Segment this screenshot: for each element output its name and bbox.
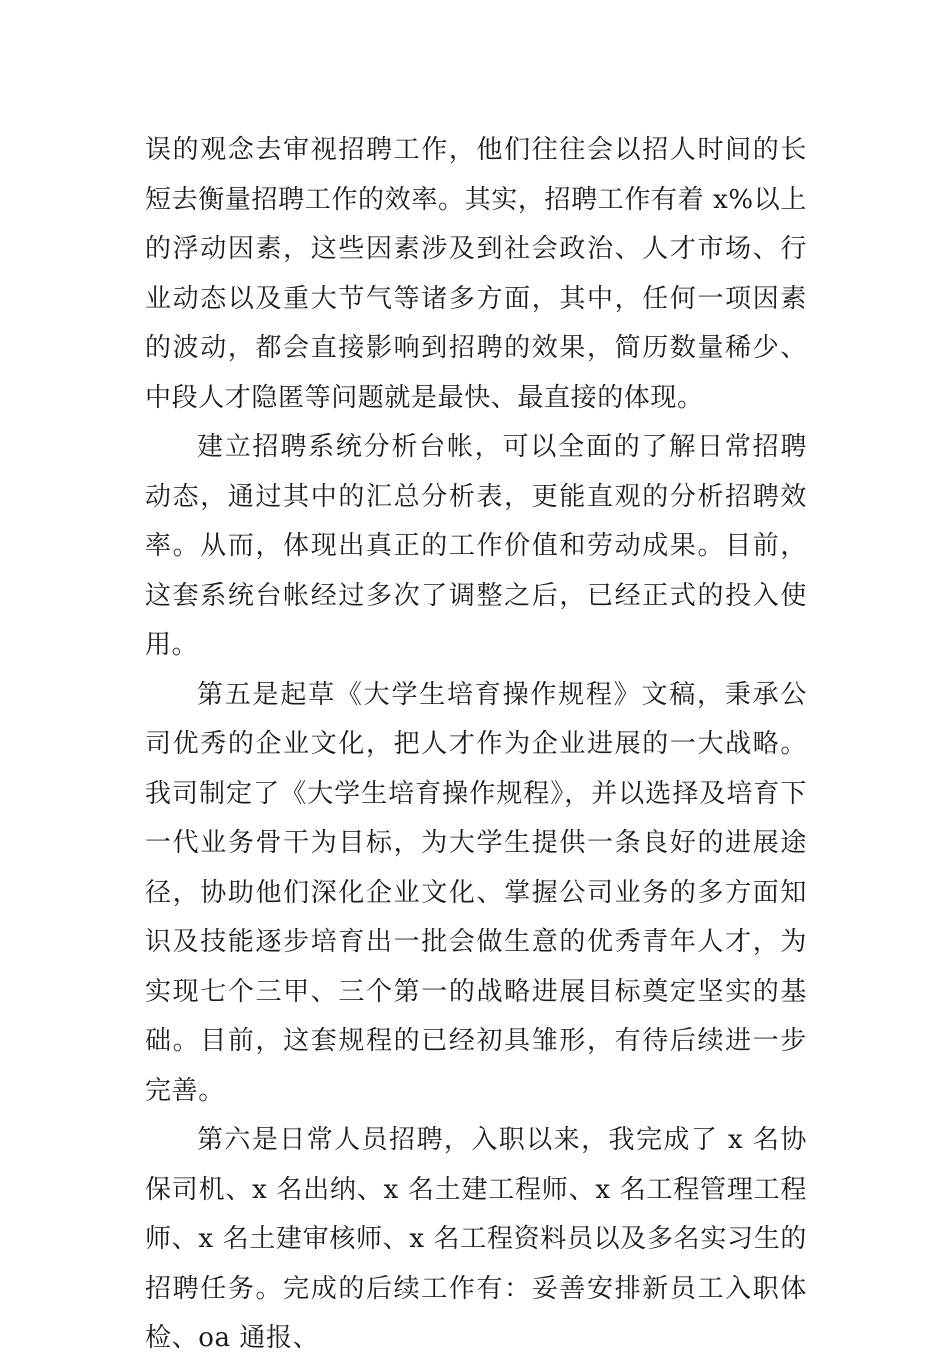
paragraph-1: 误的观念去审视招聘工作，他们往往会以招人时间的长短去衡量招聘工作的效率。其实，招聘工作有着 x%以上的浮动因素，这些因素涉及到社会政治、人才市场、行业动态以及重大节气等诸多方面，其中，任何一项因素的波动，都会直接影响到招聘的效果，简历数量稀少、中段人才隐匿等问题就是最快、最直接的体现。 xyxy=(145,135,807,413)
paragraph-3: 第五是起草《大学生培育操作规程》文稿，秉承公司优秀的企业文化，把人才作为企业进展的一大战略。我司制定了《大学生培育操作规程》，并以选择及培育下一代业务骨干为目标，为大学生提供一条良好的进展途径，协助他们深化企业文化、掌握公司业务的多方面知识及技能逐步培育出一批会做生意的优秀青年人才，为实现七个三甲、三个第一的战略进展目标奠定坚实的基础。目前，这套规程的已经初具雏形，有待后续进一步完善。 xyxy=(145,679,807,1106)
document-body xyxy=(145,126,807,1364)
paragraph-4: 第六是日常人员招聘，入职以来，我完成了 x 名协保司机、x 名出纳、x 名土建工程师、x 名工程管理工程师、x 名土建审核师、x 名工程资料员以及多名实习生的招聘任务。完成的后续工作有：妥善安排新员工入职体检、oa 通报、 xyxy=(145,1125,807,1353)
paragraph-2: 建立招聘系统分析台帐，可以全面的了解日常招聘动态，通过其中的汇总分析表，更能直观的分析招聘效率。从而，体现出真正的工作价值和劳动成果。目前，这套系统台帐经过多次了调整之后，已经正式的投入使用。 xyxy=(145,432,807,660)
